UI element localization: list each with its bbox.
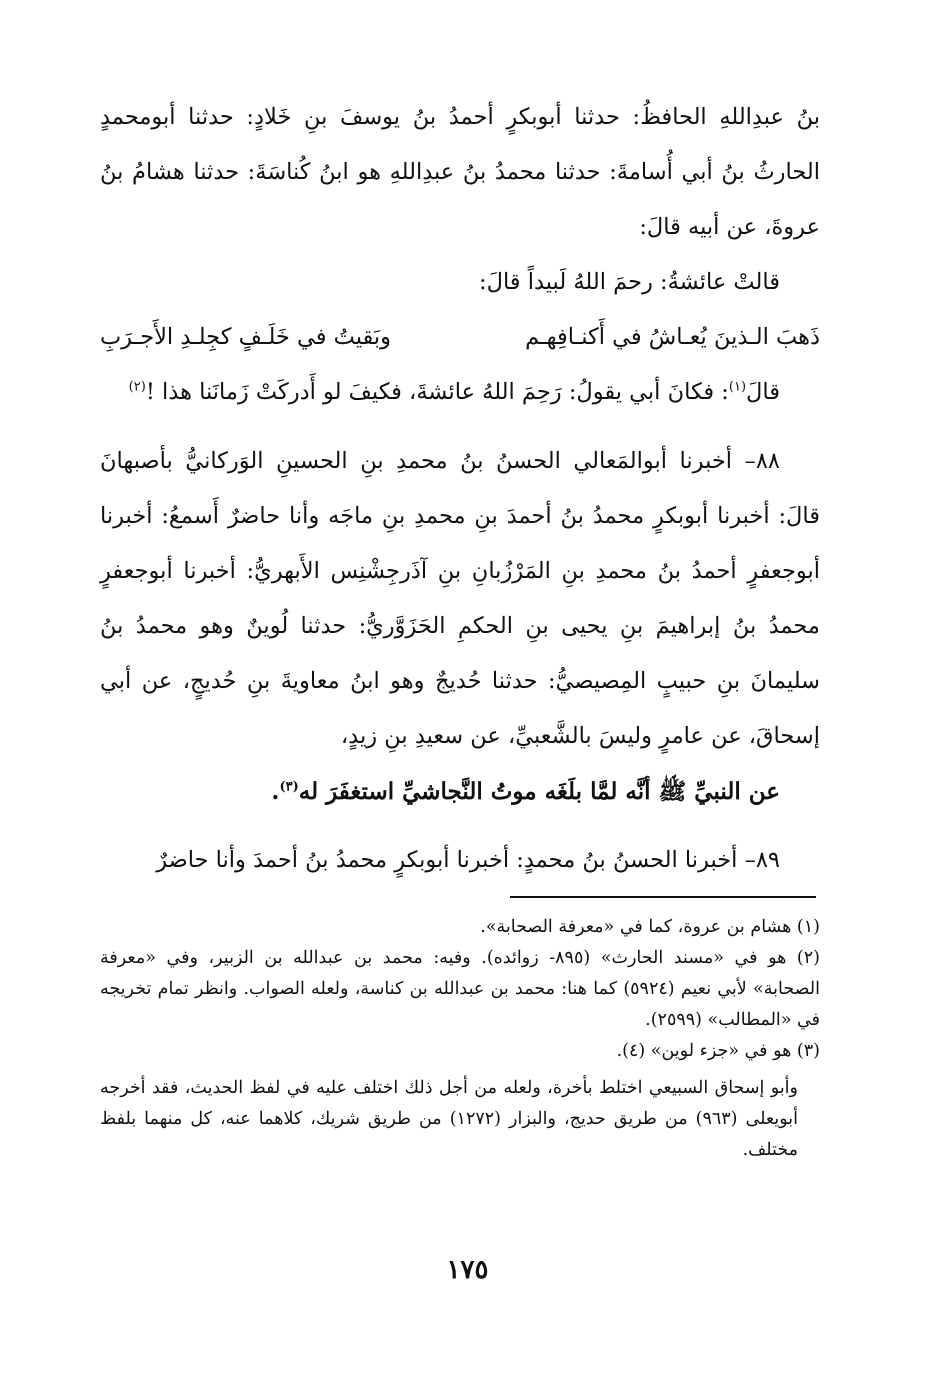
main-text bbox=[100, 90, 820, 888]
poem-hemistich-second: وبَقيتُ في خَلَـفٍ كجِلـدِ الأَجـرَبِ bbox=[100, 324, 392, 350]
footnote-ref-2[interactable]: (٢) bbox=[128, 379, 146, 395]
footnote-separator bbox=[510, 896, 816, 898]
page-body bbox=[100, 90, 820, 888]
hadith-text: عن النبيِّ ﷺ أنَّه لمَّا بلَغَه موتُ النَّجاشيِّ استغفَرَ له bbox=[298, 778, 780, 805]
paragraph-comment bbox=[100, 365, 820, 420]
footnote-2: (٢) هو في «مسند الحارث» (٨٩٥- زوائده). وفيه: محمد بن عبدالله بن الزبير، وفي «معرفة الصحابة» لأبي نعيم (٥٩٢٤) كما هنا: محمد بن عبدالله بن كناسة، ولعله الصواب. وانظر تمام تخريجه في «المطالب» (٢٥٩٩). bbox=[100, 948, 821, 1030]
paragraph-isnad-1: بنُ عبدِاللهِ الحافظُ: حدثنا أبوبكرٍ أحمدُ بنُ يوسفَ بنِ خَلادٍ: حدثنا أبومحمدٍ الحارثُ بنُ أبي أُسامةَ: حدثنا محمدُ بنُ عبدِاللهِ هو ابنُ كُناسَةَ: حدثنا هشامُ بنُ عروةَ، عن أبيه قالَ: bbox=[100, 104, 820, 240]
poem-hemistich-first: ذَهبَ الـذينَ يُعـاشُ في أَكنـافِهـم bbox=[525, 324, 820, 350]
page-number: ١٧٥ bbox=[446, 1255, 489, 1285]
comment-prefix: قالَ bbox=[746, 379, 780, 405]
footnotes bbox=[100, 912, 820, 1166]
paragraph-hadith-89: ٨٩– أخبرنا الحسنُ بنُ محمدٍ: أخبرنا أبوبكرٍ محمدُ بنُ أحمدَ وأنا حاضرٌ bbox=[156, 847, 780, 873]
comment-text: : فكانَ أبي يقولُ: رَحِمَ اللهُ عائشةَ، فكيفَ لو أَدركَتْ زَمانَنا هذا ! bbox=[145, 379, 729, 405]
footnote-ref-1[interactable]: (١) bbox=[728, 379, 747, 395]
poem-verse bbox=[100, 310, 820, 365]
footnote-ref-3[interactable]: (٣) bbox=[279, 779, 299, 795]
footnote-1: (١) هشام بن عروة، كما في «معرفة الصحابة». bbox=[480, 917, 820, 937]
hadith-matn bbox=[100, 764, 820, 819]
paragraph-hadith-88: ٨٨– أخبرنا أبوالمَعالي الحسنُ بنُ محمدِ بنِ الحسينِ الوَركانيُّ بأصبهانَ قالَ: أخبرنا أبوبكرٍ محمدُ بنُ أحمدَ بنِ محمدِ بنِ ماجَه وأنا حاضرٌ أَسمعُ: أخبرنا أبوجعفرٍ أحمدُ بنُ محمدِ بنِ المَرْزُبانِ بنِ آذَرجِشْنِس الأَبهريُّ: أخبرنا أبوجعفرٍ محمدُ بنُ إبراهيمَ بنِ يحيى بنِ الحكمِ الحَزَوَّريُّ: حدثنا لُوينٌ وهو محمدُ بنُ سليمانَ بنِ حبيبٍ المِصيصيُّ: حدثنا حُديجٌ وهو ابنُ معاويةَ بنِ حُديجٍ، عن أبي إسحاقَ، عن عامرٍ وليسَ بالشَّعبيِّ، عن سعيدِ بنِ زيدٍ، bbox=[100, 448, 820, 749]
hadith-end: . bbox=[271, 778, 280, 805]
footnote-3: (٣) هو في «جزء لوين» (٤). bbox=[616, 1041, 820, 1061]
footnote-3-continuation: وأبو إسحاق السبيعي اختلط بأخرة، ولعله من أجل ذلك اختلف عليه في لفظ الحديث، فقد أخرجه أبويعلى (٩٦٣) من طريق حديج، والبزار (١٢٧٢) من طريق شريك، كلاهما عنه، كل منهما بلفظ مختلف. bbox=[100, 1078, 799, 1160]
paragraph-aisha-quote: قالتْ عائشةُ: رحمَ اللهُ لَبيداً قالَ: bbox=[479, 269, 780, 295]
